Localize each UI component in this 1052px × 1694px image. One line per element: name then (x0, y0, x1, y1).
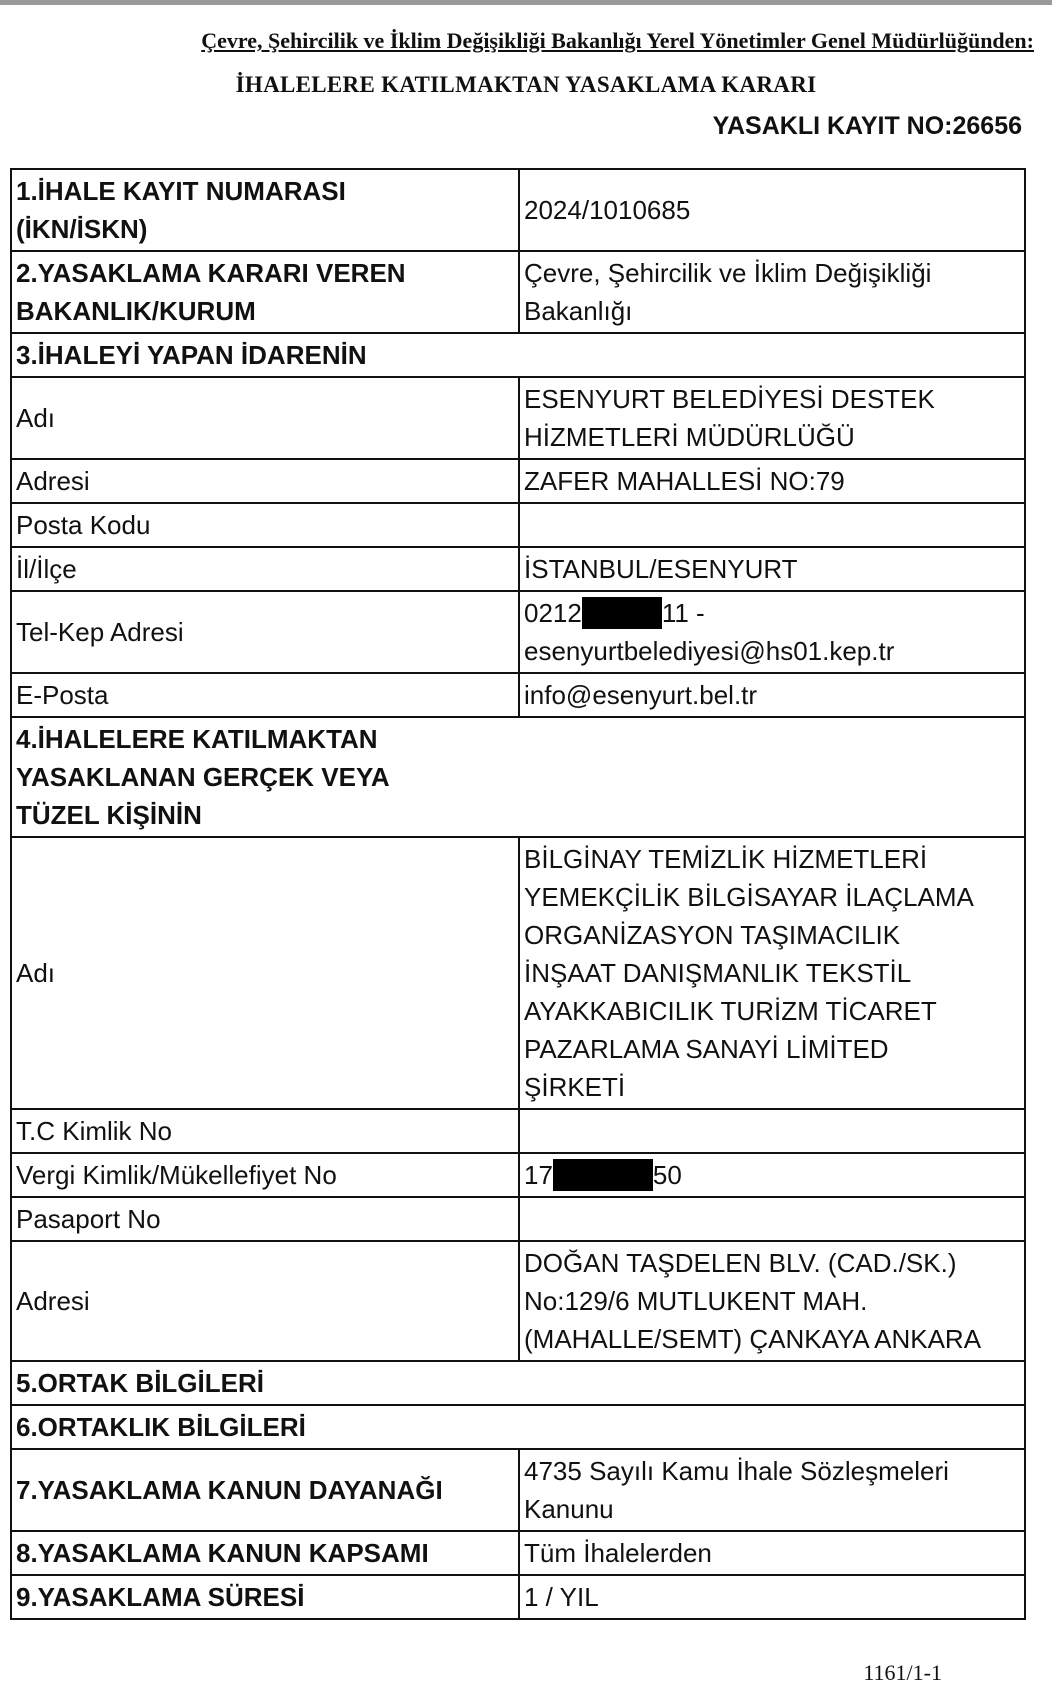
tel-kep-value (519, 591, 1025, 673)
document-title: İHALELERE KATILMAKTAN YASAKLAMA KARARI (235, 72, 817, 97)
tax-id-value (519, 1153, 1025, 1197)
tel-kep-label: Tel-Kep Adresi (11, 591, 519, 673)
row-city (11, 547, 1025, 591)
admin-name-label: Adı (11, 377, 519, 459)
tc-id-value (519, 1109, 1025, 1153)
city-value: İSTANBUL/ESENYURT (519, 547, 1025, 591)
issuer-heading: Çevre, Şehircilik ve İklim Değişikliği Bakanlığı Yerel Yönetimler Genel Müdürlüğünden: (201, 28, 1034, 53)
authority-value: Çevre, Şehircilik ve İklim Değişikliği Bakanlığı (519, 251, 1025, 333)
tax-id-label: Vergi Kimlik/Mükellefiyet No (11, 1153, 519, 1197)
tel-prefix: 0212 (524, 598, 582, 628)
row-postal-code (11, 503, 1025, 547)
row-admin-address (11, 459, 1025, 503)
ban-duration-value: 1 / YIL (519, 1575, 1025, 1619)
passport-value (519, 1197, 1025, 1241)
tax-suffix: 50 (652, 1160, 682, 1190)
tax-prefix: 17 (524, 1160, 553, 1190)
top-border (0, 0, 1052, 5)
section-5-heading: 5.ORTAK BİLGİLERİ (11, 1361, 1025, 1405)
row-section-5 (11, 1361, 1025, 1405)
row-email (11, 673, 1025, 717)
row-section-6 (11, 1405, 1025, 1449)
person-address-label: Adresi (11, 1241, 519, 1361)
section-3-heading: 3.İHALEYİ YAPAN İDARENİN (11, 333, 1025, 377)
legal-basis-label: 7.YASAKLAMA KANUN DAYANAĞI (11, 1449, 519, 1531)
row-authority (11, 251, 1025, 333)
admin-name-value: ESENYURT BELEDİYESİ DESTEK HİZMETLERİ MÜDÜRLÜĞÜ (519, 377, 1025, 459)
legal-basis-value: 4735 Sayılı Kamu İhale Sözleşmeleri Kanunu (519, 1449, 1025, 1531)
redaction-bar (582, 597, 662, 629)
city-label: İl/İlçe (11, 547, 519, 591)
page-number: 1161/1-1 (863, 1660, 942, 1685)
redaction-bar (553, 1159, 653, 1191)
person-address-value: DOĞAN TAŞDELEN BLV. (CAD./SK.) No:129/6 MUTLUKENT MAH. (MAHALLE/SEMT) ÇANKAYA ANKARA (519, 1241, 1025, 1361)
decision-form-table (10, 168, 1026, 1620)
person-name-label: Adı (11, 837, 519, 1109)
row-tc-id (11, 1109, 1025, 1153)
legal-scope-value: Tüm İhalelerden (519, 1531, 1025, 1575)
authority-label: 2.YASAKLAMA KARARI VEREN BAKANLIK/KURUM (11, 251, 519, 333)
legal-scope-label: 8.YASAKLAMA KANUN KAPSAMI (11, 1531, 519, 1575)
tc-id-label: T.C Kimlik No (11, 1109, 519, 1153)
person-name-value: BİLGİNAY TEMİZLİK HİZMETLERİ YEMEKÇİLİK BİLGİSAYAR İLAÇLAMA ORGANİZASYON TAŞIMACILIK İNŞAAT DANIŞMANLIK TEKSTİL AYAKKABICILIK TURİZM TİCARET PAZARLAMA SANAYİ LİMİTED ŞİRKETİ (519, 837, 1025, 1109)
admin-address-label: Adresi (11, 459, 519, 503)
postal-code-label: Posta Kodu (11, 503, 519, 547)
registry-number: YASAKLI KAYIT NO:26656 (712, 112, 1022, 140)
admin-address-value: ZAFER MAHALLESİ NO:79 (519, 459, 1025, 503)
row-tel-kep (11, 591, 1025, 673)
tel-suffix: 11 - (661, 598, 705, 628)
tender-number-value: 2024/1010685 (519, 169, 1025, 251)
row-tax-id (11, 1153, 1025, 1197)
ban-duration-label: 9.YASAKLAMA SÜRESİ (11, 1575, 519, 1619)
email-value: info@esenyurt.bel.tr (519, 673, 1025, 717)
tender-number-label: 1.İHALE KAYIT NUMARASI (İKN/İSKN) (11, 169, 519, 251)
section-6-heading: 6.ORTAKLIK BİLGİLERİ (11, 1405, 1025, 1449)
row-passport (11, 1197, 1025, 1241)
row-tender-number (11, 169, 1025, 251)
row-admin-name (11, 377, 1025, 459)
row-section-3-heading (11, 333, 1025, 377)
row-legal-basis (11, 1449, 1025, 1531)
postal-code-value (519, 503, 1025, 547)
kep-address: esenyurtbelediyesi@hs01.kep.tr (524, 636, 895, 666)
row-person-name (11, 837, 1025, 1109)
row-legal-scope (11, 1531, 1025, 1575)
row-section-4-heading (11, 717, 1025, 837)
row-ban-duration (11, 1575, 1025, 1619)
email-label: E-Posta (11, 673, 519, 717)
row-person-address (11, 1241, 1025, 1361)
passport-label: Pasaport No (11, 1197, 519, 1241)
section-4-heading: 4.İHALELERE KATILMAKTAN YASAKLANAN GERÇEK VEYA TÜZEL KİŞİNİN (11, 717, 1025, 837)
